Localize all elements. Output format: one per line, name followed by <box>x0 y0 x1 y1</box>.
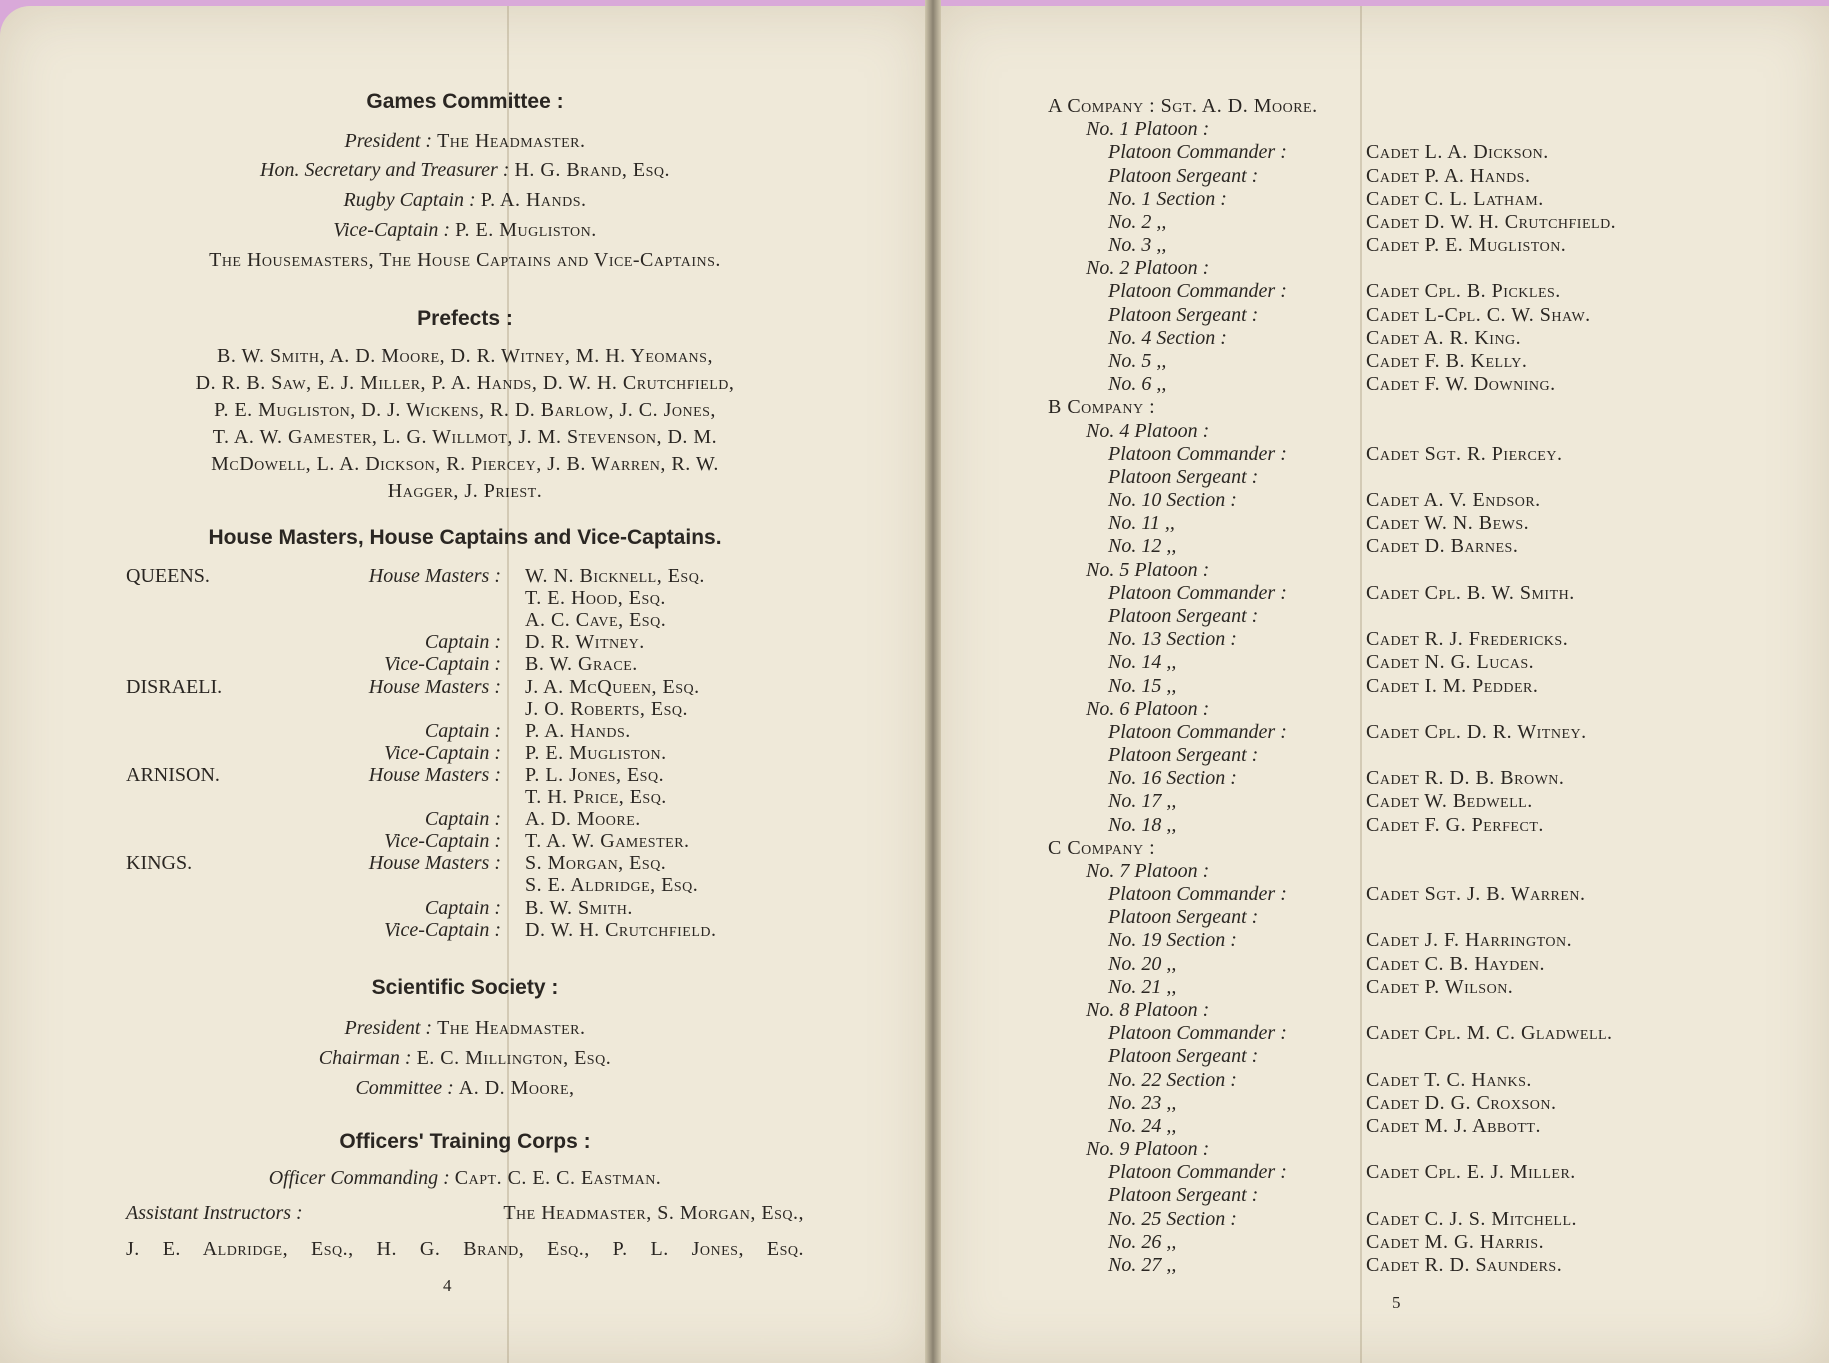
cadet-name: Cadet C. B. Hayden. <box>1366 952 1545 975</box>
cadet-name: Cadet Cpl. E. J. Miller. <box>1366 1161 1576 1184</box>
house-role: Captain : <box>424 631 501 654</box>
role-label: Platoon Sergeant : <box>1108 1045 1259 1068</box>
cadet-name: Cadet N. G. Lucas. <box>1366 651 1535 674</box>
role-label: No. 27 ,, <box>1108 1254 1177 1276</box>
role-label: No. 14 ,, <box>1108 651 1177 674</box>
company-heading: A Company : Sgt. A. D. Moore. <box>1048 95 1318 117</box>
role-label: No. 25 Section : <box>1108 1207 1237 1230</box>
games-president <box>0 130 930 153</box>
cadet-name: Cadet F. G. Perfect. <box>1366 813 1544 836</box>
house-role: Vice-Captain : <box>384 918 501 941</box>
house-role: Vice-Captain : <box>384 653 501 676</box>
society-chairman-value: E. C. Millington, Esq. <box>416 1047 612 1069</box>
games-committee-heading: Games Committee : <box>366 90 564 113</box>
secretary-label: Hon. Secretary and Treasurer : <box>260 159 510 181</box>
cadet-name: Cadet I. M. Pedder. <box>1366 674 1539 697</box>
cadet-name: Cadet Cpl. D. R. Witney. <box>1366 720 1587 743</box>
house-name: QUEENS. <box>126 565 210 587</box>
role-label: Platoon Commander : <box>1108 1161 1287 1184</box>
house-role: House Masters : <box>368 675 501 698</box>
house-person: D. R. Witney. <box>525 631 645 654</box>
role-label: Platoon Commander : <box>1108 883 1287 906</box>
cadet-name: Cadet P. E. Mugliston. <box>1366 234 1567 257</box>
games-vice-captain <box>0 219 930 242</box>
page-fold <box>1360 6 1362 1363</box>
house-person: T. H. Price, Esq. <box>525 786 667 808</box>
house-person: P. A. Hands. <box>525 719 631 742</box>
house-role: Captain : <box>424 719 501 742</box>
vice-captain-value: P. E. Mugliston. <box>455 219 597 241</box>
house-person: D. W. H. Crutchfield. <box>525 918 717 941</box>
house-person: W. N. Bicknell, Esq. <box>525 565 705 587</box>
cadet-name: Cadet R. D. B. Brown. <box>1366 767 1565 790</box>
cadet-name: Cadet W. Bedwell. <box>1366 790 1533 813</box>
cadet-name: Cadet D. Barnes. <box>1366 535 1519 558</box>
platoon-heading: No. 5 Platoon : <box>1086 558 1210 581</box>
company-heading: C Company : <box>1048 836 1156 859</box>
role-label: Platoon Sergeant : <box>1108 303 1259 326</box>
role-label: Platoon Commander : <box>1108 442 1287 465</box>
cadet-name: Cadet L-Cpl. C. W. Shaw. <box>1366 303 1591 326</box>
role-label: No. 5 ,, <box>1108 349 1167 372</box>
cadet-name: Cadet Cpl. B. W. Smith. <box>1366 581 1575 604</box>
otc-instructors-line1 <box>126 1202 804 1225</box>
prefects-line: D. R. B. Saw, E. J. Miller, P. A. Hands, D. W. H. Crutchfield, <box>195 372 735 394</box>
house-role: Captain : <box>424 896 501 919</box>
platoon-heading: No. 7 Platoon : <box>1086 859 1210 882</box>
house-name: KINGS. <box>126 852 193 875</box>
house-role: House Masters : <box>368 565 501 587</box>
cadet-name: Cadet Sgt. R. Piercey. <box>1366 442 1563 465</box>
role-label: No. 19 Section : <box>1108 929 1237 952</box>
cadet-name: Cadet P. A. Hands. <box>1366 164 1531 187</box>
society-committee <box>0 1077 930 1100</box>
prefects-line: Hagger, J. Priest. <box>387 480 543 502</box>
cadet-name: Cadet A. V. Endsor. <box>1366 489 1541 512</box>
house-person: B. W. Grace. <box>525 653 638 676</box>
games-secretary <box>0 159 930 182</box>
cadet-name: Cadet P. Wilson. <box>1366 975 1514 998</box>
house-role: House Masters : <box>368 763 501 786</box>
page-number-left: 4 <box>443 1276 452 1295</box>
games-members: The Housemasters, The House Captains and Vice-Captains. <box>209 249 721 271</box>
role-label: No. 24 ,, <box>1108 1114 1177 1137</box>
games-rugby-captain <box>0 189 930 212</box>
role-label: No. 6 ,, <box>1108 373 1167 396</box>
page-number-right: 5 <box>1392 1293 1401 1312</box>
otc-officer <box>0 1167 930 1190</box>
prefects-heading: Prefects : <box>417 307 513 330</box>
role-label: No. 21 ,, <box>1108 975 1177 998</box>
house-role: Captain : <box>424 808 501 831</box>
platoon-heading: No. 4 Platoon : <box>1086 419 1210 442</box>
cadet-name: Cadet W. N. Bews. <box>1366 512 1530 535</box>
role-label: No. 18 ,, <box>1108 813 1177 836</box>
role-label: No. 15 ,, <box>1108 674 1177 697</box>
cadet-name: Cadet R. J. Fredericks. <box>1366 628 1569 651</box>
role-label: Platoon Sergeant : <box>1108 1184 1259 1207</box>
role-label: No. 11 ,, <box>1108 512 1175 535</box>
cadet-name: Cadet C. L. Latham. <box>1366 187 1544 210</box>
cadet-name: Cadet D. G. Croxson. <box>1366 1091 1557 1114</box>
house-person: T. A. W. Gamester. <box>525 830 690 853</box>
society-chairman <box>0 1047 930 1070</box>
role-label: No. 12 ,, <box>1108 535 1177 558</box>
prefects-line: McDowell, L. A. Dickson, R. Piercey, J. B. Warren, R. W. <box>211 453 719 475</box>
vice-captain-label: Vice-Captain : <box>333 219 451 241</box>
role-label: No. 13 Section : <box>1108 628 1237 651</box>
role-label: No. 20 ,, <box>1108 952 1177 975</box>
role-label: No. 10 Section : <box>1108 489 1237 512</box>
society-president-value: The Headmaster. <box>437 1017 586 1039</box>
house-person: B. W. Smith. <box>525 896 633 919</box>
cadet-name: Cadet R. D. Saunders. <box>1366 1254 1563 1276</box>
house-name: ARNISON. <box>126 763 220 786</box>
prefects-line: T. A. W. Gamester, L. G. Willmot, J. M. Stevenson, D. M. <box>212 426 718 448</box>
company-heading: B Company : <box>1048 396 1156 419</box>
otc-instructors-line2: J. E. Aldridge, Esq., H. G. Brand, Esq., P. L. Jones, Esq. <box>126 1238 804 1260</box>
role-label: Platoon Commander : <box>1108 720 1287 743</box>
platoon-heading: No. 6 Platoon : <box>1086 697 1210 720</box>
cadet-name: Cadet Sgt. J. B. Warren. <box>1366 883 1586 906</box>
secretary-value: H. G. Brand, Esq. <box>514 159 670 181</box>
otc-heading: Officers' Training Corps : <box>339 1130 591 1153</box>
prefects-line: B. W. Smith, A. D. Moore, D. R. Witney, M. H. Yeomans, <box>217 345 713 367</box>
cadet-name: Cadet C. J. S. Mitchell. <box>1366 1207 1578 1230</box>
role-label: Platoon Commander : <box>1108 141 1287 164</box>
role-label: No. 23 ,, <box>1108 1091 1177 1114</box>
role-label: Platoon Commander : <box>1108 1022 1287 1045</box>
house-person: S. E. Aldridge, Esq. <box>525 874 699 897</box>
house-role: Vice-Captain : <box>384 741 501 764</box>
otc-instructors-names: The Headmaster, S. Morgan, Esq., <box>503 1202 804 1224</box>
role-label: No. 4 Section : <box>1108 326 1227 349</box>
houses-heading: House Masters, House Captains and Vice-Captains. <box>208 526 722 549</box>
otc-officer-label: Officer Commanding : <box>268 1167 450 1189</box>
role-label: No. 22 Section : <box>1108 1068 1237 1091</box>
role-label: Platoon Sergeant : <box>1108 744 1259 767</box>
role-label: Platoon Sergeant : <box>1108 604 1259 627</box>
society-committee-label: Committee : <box>355 1077 454 1099</box>
platoon-heading: No. 2 Platoon : <box>1086 257 1210 280</box>
rugby-captain-label: Rugby Captain : <box>343 189 476 211</box>
platoon-heading: No. 1 Platoon : <box>1086 118 1210 141</box>
house-person: A. D. Moore. <box>525 808 641 831</box>
cadet-name: Cadet L. A. Dickson. <box>1366 141 1549 164</box>
house-role: House Masters : <box>368 852 501 875</box>
society-president <box>0 1017 930 1040</box>
society-chairman-label: Chairman : <box>318 1047 412 1069</box>
society-committee-value: A. D. Moore, <box>458 1077 575 1099</box>
cadet-name: Cadet M. J. Abbott. <box>1366 1114 1541 1137</box>
role-label: Platoon Sergeant : <box>1108 906 1259 929</box>
role-label: Platoon Commander : <box>1108 280 1287 303</box>
platoon-heading: No. 8 Platoon : <box>1086 999 1210 1022</box>
cadet-name: Cadet T. C. Hanks. <box>1366 1068 1532 1091</box>
house-person: J. O. Roberts, Esq. <box>525 697 689 720</box>
house-role: Vice-Captain : <box>384 830 501 853</box>
role-label: Platoon Commander : <box>1108 581 1287 604</box>
role-label: No. 17 ,, <box>1108 790 1177 813</box>
cadet-name: Cadet Cpl. B. Pickles. <box>1366 280 1561 303</box>
rugby-captain-value: P. A. Hands. <box>480 189 587 211</box>
role-label: No. 16 Section : <box>1108 767 1237 790</box>
cadet-name: Cadet D. W. H. Crutchfield. <box>1366 210 1617 233</box>
house-name: DISRAELI. <box>126 675 223 698</box>
role-label: No. 1 Section : <box>1108 187 1227 210</box>
president-value: The Headmaster. <box>437 130 586 152</box>
cadet-name: Cadet J. F. Harrington. <box>1366 929 1573 952</box>
house-person: J. A. McQueen, Esq. <box>525 675 700 698</box>
otc-officer-value: Capt. C. E. C. Eastman. <box>454 1167 662 1189</box>
role-label: Platoon Sergeant : <box>1108 465 1259 488</box>
cadet-name: Cadet A. R. King. <box>1366 326 1522 349</box>
society-president-label: President : <box>344 1017 433 1039</box>
cadet-name: Cadet F. B. Kelly. <box>1366 349 1528 372</box>
role-label: No. 2 ,, <box>1108 210 1167 233</box>
scientific-society-heading: Scientific Society : <box>371 976 559 999</box>
role-label: No. 3 ,, <box>1108 234 1167 257</box>
platoon-heading: No. 9 Platoon : <box>1086 1138 1210 1161</box>
otc-instructors-label: Assistant Instructors : <box>126 1202 303 1224</box>
role-label: Platoon Sergeant : <box>1108 164 1259 187</box>
house-person: P. L. Jones, Esq. <box>525 763 665 786</box>
house-person: T. E. Hood, Esq. <box>525 587 666 610</box>
role-label: No. 26 ,, <box>1108 1230 1177 1253</box>
house-person: S. Morgan, Esq. <box>525 852 667 875</box>
president-label: President : <box>344 130 433 152</box>
cadet-name: Cadet F. W. Downing. <box>1366 373 1556 396</box>
cadet-name: Cadet M. G. Harris. <box>1366 1230 1545 1253</box>
prefects-line: P. E. Mugliston, D. J. Wickens, R. D. Barlow, J. C. Jones, <box>214 399 716 421</box>
house-person: A. C. Cave, Esq. <box>525 609 667 632</box>
house-person: P. E. Mugliston. <box>525 741 667 764</box>
cadet-name: Cadet Cpl. M. C. Gladwell. <box>1366 1022 1613 1045</box>
